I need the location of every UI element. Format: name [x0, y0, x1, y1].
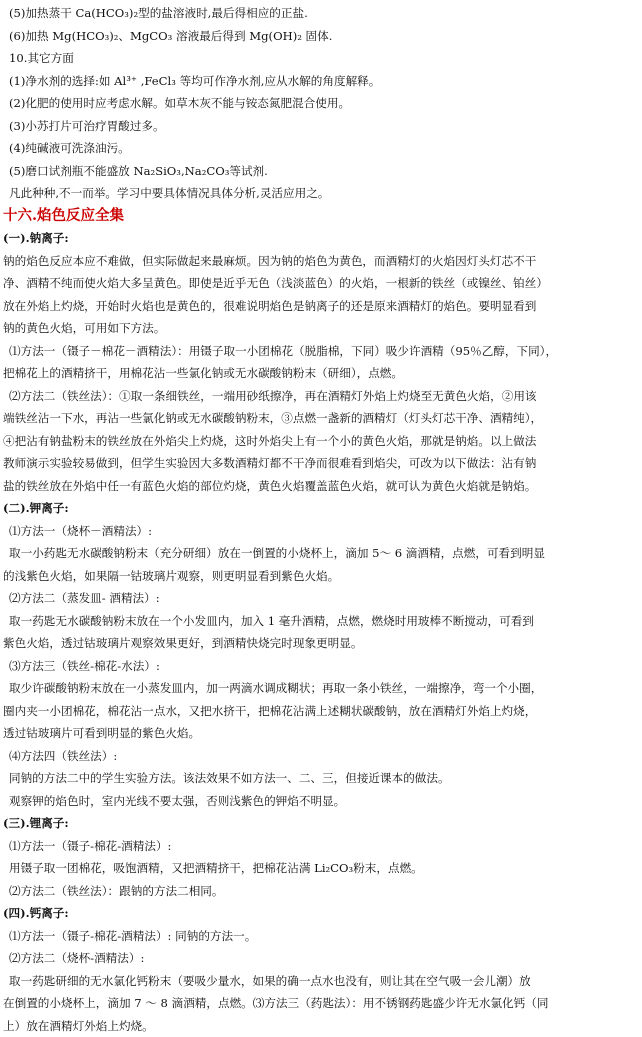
- text-line: 取一药匙研细的无水氯化钙粉末（要吸少量水，如果的确一点水也没有，则让其在空气吸一会儿潮）放: [3, 970, 636, 993]
- text-line: (5)磨口试剂瓶不能盛放 Na₂SiO₃,Na₂CO₃等试剂.: [3, 160, 636, 183]
- document-body: [3, 2, 636, 1037]
- text-line: ⑴方法一（镊子-棉花-酒精法）: 同钠的方法一。: [3, 925, 636, 948]
- text-line: ⑴方法一（镊子－棉花－酒精法）：用镊子取一小团棉花（脱脂棉，下同）吸少许酒精（95％乙醇，下同），: [3, 340, 636, 363]
- text-line: 上）放在酒精灯外焰上灼烧。: [3, 1015, 636, 1037]
- subsection-heading: (四).钙离子:: [3, 902, 636, 925]
- text-line: 用镊子取一团棉花，吸饱酒精，又把酒精挤干，把棉花沾满 Li₂CO₃粉末，点燃。: [3, 857, 636, 880]
- text-line: ⑵方法二（铁丝法）：跟钠的方法二相同。: [3, 880, 636, 903]
- text-line: 圈内夹一小团棉花，棉花沾一点水，又把水挤干，把棉花沾满上述糊状碳酸钠，放在酒精灯外焰上灼烧，: [3, 700, 636, 723]
- section-heading: 十六.焰色反应全集: [3, 205, 636, 228]
- text-line: ⑷方法四（铁丝法）:: [3, 745, 636, 768]
- text-line: (4)纯碱液可洗涤油污。: [3, 137, 636, 160]
- text-line: 钠的焰色反应本应不难做，但实际做起来最麻烦。因为钠的焰色为黄色，而酒精灯的火焰因灯头灯芯不干: [3, 250, 636, 273]
- text-line: ⑴方法一（烧杯－酒精法）:: [3, 520, 636, 543]
- text-line: 教师演示实验较易做到，但学生实验因大多数酒精灯都不干净而很难看到焰尖，可改为以下做法：沾有钠: [3, 452, 636, 475]
- text-line: 盐的铁丝放在外焰中任一有蓝色火焰的部位灼烧，黄色火焰覆盖蓝色火焰，就可认为黄色火焰就是钠焰。: [3, 475, 636, 498]
- text-line: (6)加热 Mg(HCO₃)₂、MgCO₃ 溶液最后得到 Mg(OH)₂ 固体.: [3, 25, 636, 48]
- text-line: ⑵方法二（蒸发皿- 酒精法）:: [3, 587, 636, 610]
- text-line: 端铁丝沾一下水，再沾一些氯化钠或无水碳酸钠粉末，③点燃一盏新的酒精灯（灯头灯芯干净、酒精纯），: [3, 407, 636, 430]
- subsection-heading: (二).钾离子:: [3, 497, 636, 520]
- text-line: 取一药匙无水碳酸钠粉末放在一个小发皿内，加入 1 毫升酒精，点燃，燃烧时用玻棒不断搅动，可看到: [3, 610, 636, 633]
- text-line: 取少许碳酸钠粉末放在一小蒸发皿内，加一两滴水调成糊状；再取一条小铁丝，一端擦净，弯一个小圈，: [3, 677, 636, 700]
- subsection-heading: (一).钠离子:: [3, 227, 636, 250]
- text-line: ⑴方法一（镊子-棉花-酒精法）:: [3, 835, 636, 858]
- text-line: 10.其它方面: [3, 47, 636, 70]
- text-line: 紫色火焰，透过钴玻璃片观察效果更好，到酒精快烧完时现象更明显。: [3, 632, 636, 655]
- text-line: (2)化肥的使用时应考虑水解。如草木灰不能与铵态氮肥混合使用。: [3, 92, 636, 115]
- text-line: 在倒置的小烧杯上，滴加 7 ～ 8 滴酒精，点燃。⑶方法三（药匙法）：用不锈钢药匙盛少许无水氯化钙（同: [3, 992, 636, 1015]
- text-line: ⑵方法二（烧杯-酒精法）:: [3, 947, 636, 970]
- text-line: 观察钾的焰色时，室内光线不要太强，否则浅紫色的钾焰不明显。: [3, 790, 636, 813]
- text-line: 取一小药匙无水碳酸钠粉末（充分研细）放在一倒置的小烧杯上，滴加 5～ 6 滴酒精，点燃，可看到明显: [3, 542, 636, 565]
- text-line: 透过钴玻璃片可看到明显的紫色火焰。: [3, 722, 636, 745]
- text-line: ⑵方法二（铁丝法）：①取一条细铁丝，一端用砂纸擦净，再在酒精灯外焰上灼烧至无黄色火焰，②用该: [3, 385, 636, 408]
- text-line: 放在外焰上灼烧，开始时火焰也是黄色的，很难说明焰色是钠离子的还是原来酒精灯的焰色。要明显看到: [3, 295, 636, 318]
- text-line: (3)小苏打片可治疗胃酸过多。: [3, 115, 636, 138]
- subsection-heading: (三).锂离子:: [3, 812, 636, 835]
- text-line: 同钠的方法二中的学生实验方法。该法效果不如方法一、二、三，但接近课本的做法。: [3, 767, 636, 790]
- text-line: 把棉花上的酒精挤干，用棉花沾一些氯化钠或无水碳酸钠粉末（研细），点燃。: [3, 362, 636, 385]
- text-line: (1)净水剂的选择:如 Al³⁺ ,FeCl₃ 等均可作净水剂,应从水解的角度解释。: [3, 70, 636, 93]
- text-line: ④把沾有钠盐粉末的铁丝放在外焰尖上灼烧，这时外焰尖上有一个小的黄色火焰，那就是钠焰。以上做法: [3, 430, 636, 453]
- text-line: 的浅紫色火焰，如果隔一钴玻璃片观察，则更明显看到紫色火焰。: [3, 565, 636, 588]
- text-line: 净、酒精不纯而使火焰大多呈黄色。即使是近乎无色（浅淡蓝色）的火焰，一根新的铁丝（或镍丝、铂丝）: [3, 272, 636, 295]
- text-line: 凡此种种,不一而举。学习中要具体情况具体分析,灵活应用之。: [3, 182, 636, 205]
- text-line: (5)加热蒸干 Ca(HCO₃)₂型的盐溶液时,最后得相应的正盐.: [3, 2, 636, 25]
- text-line: ⑶方法三（铁丝-棉花-水法）:: [3, 655, 636, 678]
- text-line: 钠的黄色火焰，可用如下方法。: [3, 317, 636, 340]
